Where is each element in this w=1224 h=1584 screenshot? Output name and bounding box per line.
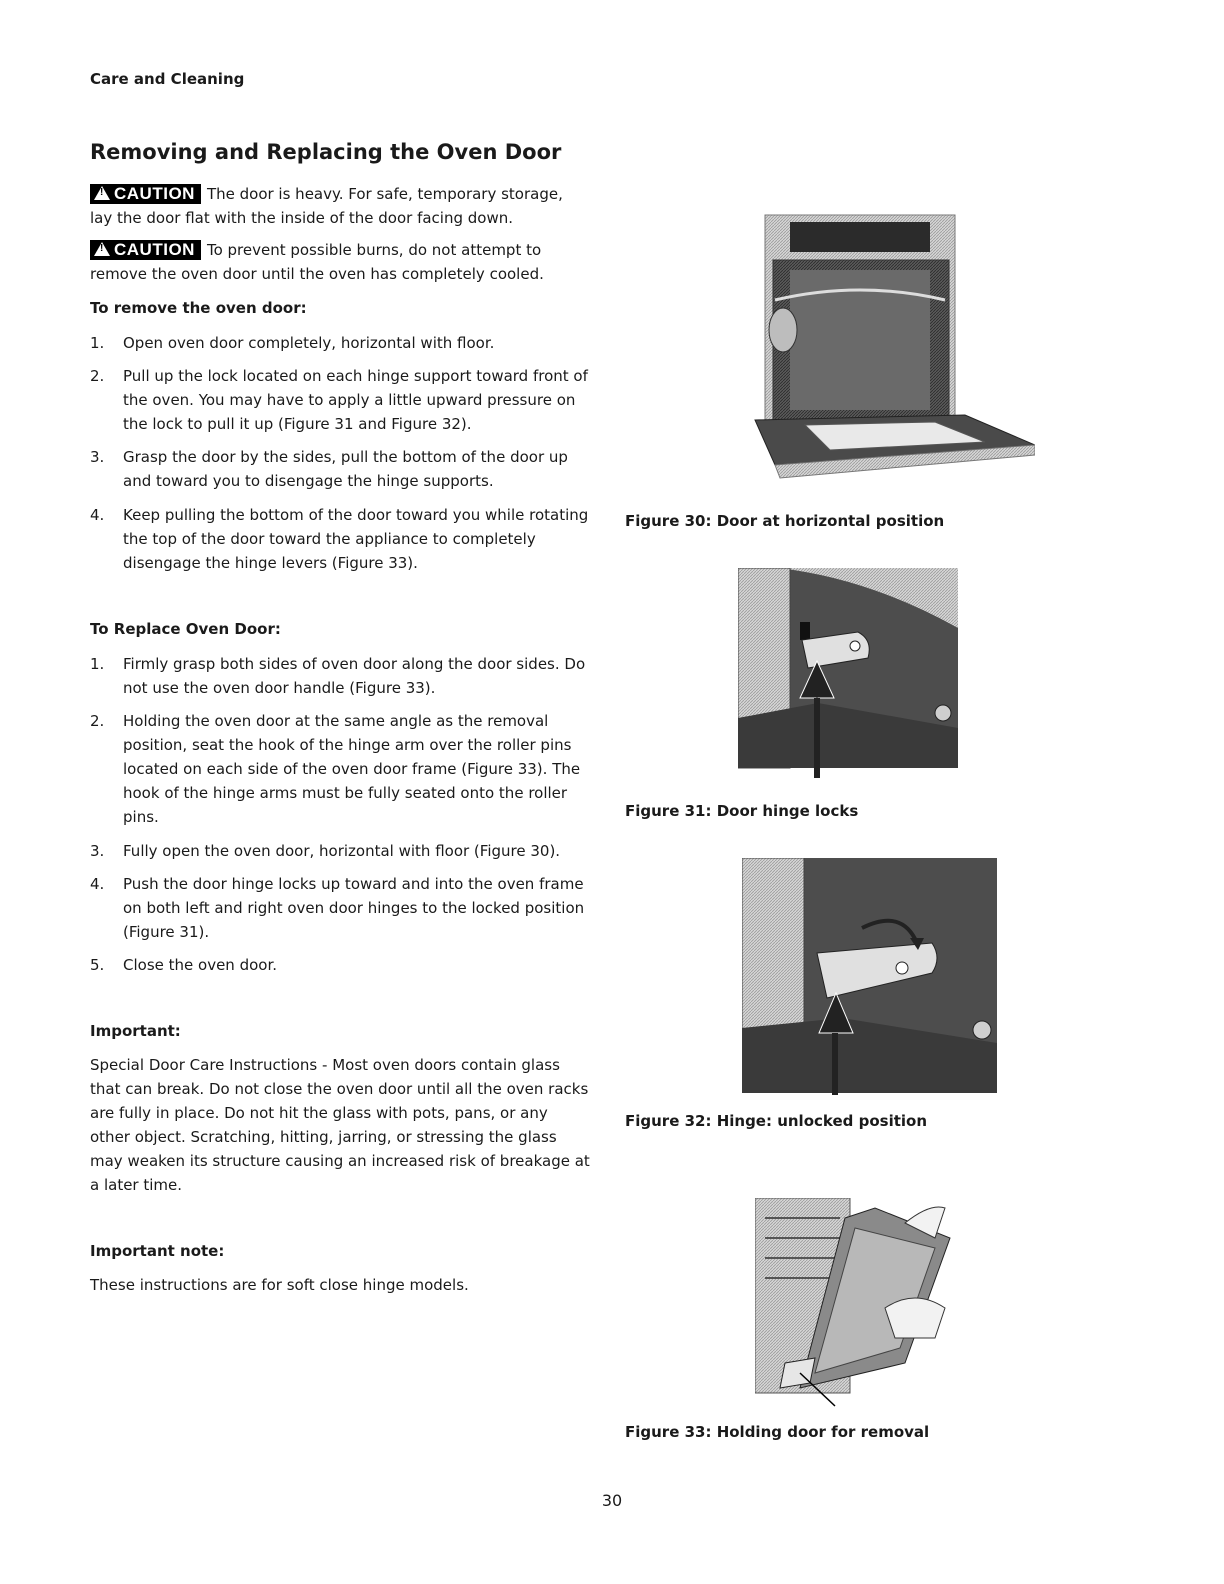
caution-badge: !CAUTION	[90, 184, 201, 204]
remove-heading: To remove the oven door:	[90, 299, 307, 317]
figure-33-illustration	[755, 1198, 955, 1408]
figure-31-illustration	[738, 568, 958, 778]
figure-32-caption: Figure 32: Hinge: unlocked position	[625, 1112, 928, 1130]
page-title: Removing and Replacing the Oven Door	[90, 140, 562, 164]
caution-text-line1: To prevent possible burns, do not attempt to	[206, 241, 542, 259]
page-number: 30	[601, 1491, 623, 1510]
caution-text-line2: lay the door flat with the inside of the door facing down.	[90, 209, 513, 227]
important-text: Special Door Care Instructions - Most oven doors contain glass that can break. Do not close the oven door until all the oven racks are fully in place. Do not hit the glass with pots, pans, or any other object. Scratching, hitting, jarring, or stressing the glass may weaken its structure causing an increased risk of breakage at a later time.	[90, 1056, 590, 1194]
caution-text-line2: remove the oven door until the oven has completely cooled.	[90, 265, 544, 283]
important-note-heading: Important note:	[90, 1242, 225, 1260]
replace-heading: To Replace Oven Door:	[90, 620, 281, 638]
important-note-text: These instructions are for soft close hinge models.	[90, 1276, 469, 1294]
figure-31-caption: Figure 31: Door hinge locks	[625, 802, 859, 820]
caution-text-line1: The door is heavy. For safe, temporary storage,	[206, 185, 563, 203]
caution-block-2	[90, 238, 600, 286]
warning-icon	[94, 242, 110, 256]
section-label: Care and Cleaning	[90, 70, 245, 88]
important-heading: Important:	[90, 1022, 181, 1040]
figure-32-illustration	[742, 858, 997, 1098]
caution-badge: !CAUTION	[90, 240, 201, 260]
caution-block-1	[90, 182, 600, 230]
figure-30-illustration	[735, 210, 1035, 490]
figure-30-caption: Figure 30: Door at horizontal position	[625, 512, 945, 530]
warning-icon	[94, 186, 110, 200]
figure-33-caption: Figure 33: Holding door for removal	[625, 1423, 930, 1441]
